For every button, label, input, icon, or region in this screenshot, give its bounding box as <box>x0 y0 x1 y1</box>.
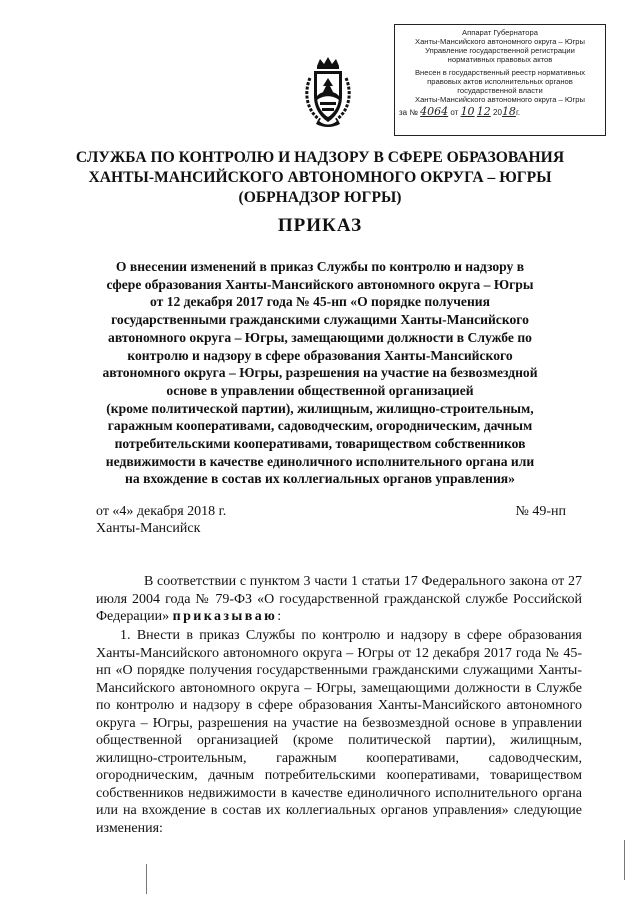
agency-heading <box>60 148 580 208</box>
stamp-reg-year: 18 <box>501 105 516 118</box>
stamp-reg-year-suffix: г. <box>515 108 521 117</box>
clause-1-paragraph: 1. Внести в приказ Службы по контролю и надзору в сфере образования Ханты-Мансийского автономного округа – Югры от 12 декабря 2017 года № 45-нп «О порядке получения государственными гражданскими служащими Ханты-Мансийского автономного округа – Югры, замещающими должности в Службе по контролю и надзору в сфере образования Ханты-Мансийского автономного округа – Югры, разрешения на участие на безвозмездной основе в управлении общественной организацией (кроме политической партии), жилищным, жилищно-строительным, гаражным кооперативами, садоводческим, огородническим, дачным потребительскими кооперативами, товариществом собственников недвижимости в качестве единоличного исполнительного органа или на вхождение в состав их коллегиальных органов управления» следующие изменения: <box>96 628 582 836</box>
stamp-line: государственной власти <box>457 86 543 95</box>
scan-artifact-line <box>624 840 625 880</box>
stamp-line: Ханты-Мансийского автономного округа – Югры <box>415 37 585 46</box>
order-date: от «4» декабря 2018 г. <box>96 504 227 519</box>
subject-line: автономного округа – Югры, замещающими должности в Службе по <box>108 329 532 345</box>
preamble-text: В соответствии с пунктом 3 части 1 статьи 17 Федерального закона от 27 июля 2004 года № 79-ФЗ «О государственной гражданской службе Российской Федерации» <box>96 574 582 624</box>
date-number-line <box>96 504 566 520</box>
stamp-reg-prefix: за № <box>399 108 418 117</box>
subject-line: контролю и надзору в сфере образования Ханты-Мансийского <box>127 347 513 363</box>
agency-line: ХАНТЫ-МАНСИЙСКОГО АВТОНОМНОГО ОКРУГА – ЮГРЫ <box>88 169 552 186</box>
scan-artifact-line <box>146 864 147 894</box>
subject-line: государственными гражданскими служащими Ханты-Мансийского <box>111 312 529 328</box>
stamp-line: Аппарат Губернатора <box>462 28 538 37</box>
command-word: приказываю <box>172 609 278 624</box>
stamp-reg-from: от <box>450 108 459 117</box>
agency-line: СЛУЖБА ПО КОНТРОЛЮ И НАДЗОРУ В СФЕРЕ ОБРАЗОВАНИЯ <box>75 149 565 166</box>
stamp-line: Ханты-Мансийского автономного округа – Югры <box>415 95 585 104</box>
stamp-line: нормативных правовых актов <box>447 55 553 64</box>
order-city: Ханты-Мансийск <box>96 521 201 536</box>
subject-line: на вхождение в состав их коллегиальных органов управления» <box>125 471 515 487</box>
order-subject <box>86 258 554 488</box>
coat-of-arms-icon <box>300 56 356 128</box>
subject-line: автономного округа – Югры, разрешения на участие на безвозмездной <box>102 365 538 381</box>
subject-line: от 12 декабря 2017 года № 45-нп «О порядке получения <box>150 294 490 310</box>
stamp-line: Управление государственной регистрации <box>425 46 575 55</box>
stamp-reg-number: 4064 <box>420 105 449 118</box>
agency-line: (ОБРНАДЗОР ЮГРЫ) <box>238 189 402 206</box>
subject-line: О внесении изменений в приказ Службы по контролю и надзору в <box>115 259 525 274</box>
stamp-reg-year-prefix: 20 <box>493 108 502 117</box>
subject-line: (кроме политической партии), жилищным, жилищно-строительным, <box>106 400 534 416</box>
stamp-reg-month: 12 <box>476 105 491 118</box>
subject-line: основе в управлении общественной организацией <box>166 382 474 398</box>
stamp-reg-day: 10 <box>460 105 475 118</box>
order-number: № 49-нп <box>515 504 566 519</box>
registration-stamp <box>394 24 606 136</box>
subject-line: недвижимости в качестве единоличного исполнительного органа или <box>105 453 535 469</box>
stamp-registration-line <box>399 107 601 117</box>
subject-line: гаражным кооперативами, садоводческим, огородническим, дачным <box>107 418 533 434</box>
subject-line: сфере образования Ханты-Мансийского автономного округа – Югры <box>106 276 534 292</box>
stamp-line: Внесен в государственный реестр нормативных <box>414 68 586 77</box>
preamble-end: : <box>277 609 282 624</box>
stamp-line: правовых актов исполнительных органов <box>427 77 573 86</box>
subject-line: потребительскими кооперативами, товариществом собственников <box>114 436 526 452</box>
preamble-paragraph <box>96 573 582 626</box>
document-type: ПРИКАЗ <box>277 215 363 236</box>
